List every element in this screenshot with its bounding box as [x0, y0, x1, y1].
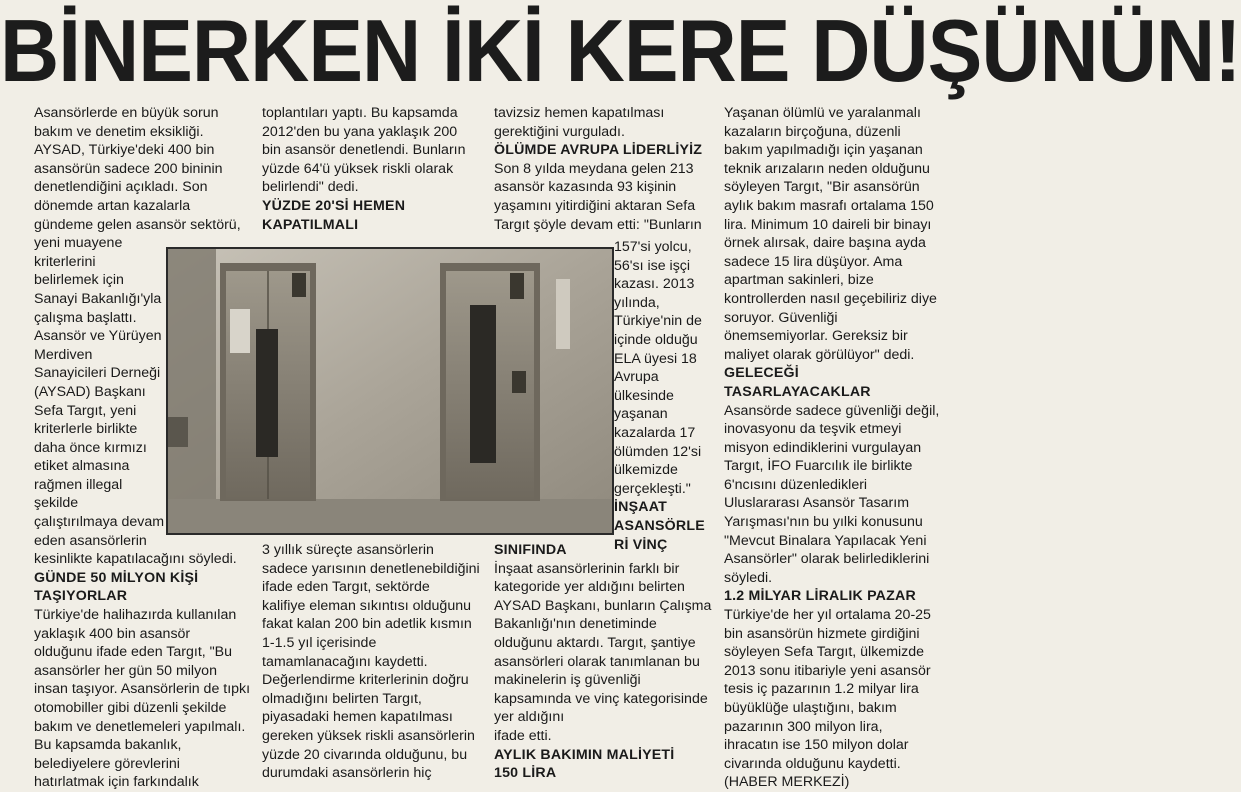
column-3-top — [494, 104, 702, 234]
body-line: ifade eden Targıt, sektörde — [262, 579, 430, 596]
body-line: Sanayi Bakanlığı'yla — [34, 290, 162, 307]
section-heading: GÜNDE 50 MİLYON KİŞİ — [34, 569, 199, 586]
elevator-doors-photo — [166, 247, 614, 535]
body-line: insan taşıyor. Asansörlerin de tıpkı — [34, 681, 251, 698]
body-line: gerçekleşti." — [614, 480, 691, 497]
body-line: çalıştırılmaya devam — [34, 514, 165, 531]
body-line: civarında olduğunu kaydetti. — [724, 755, 901, 772]
body-line: tavizsiz hemen kapatılması — [494, 105, 665, 121]
body-line: (AYSAD) Başkanı — [34, 383, 146, 400]
body-line: Asansörlerde en büyük sorun — [34, 105, 219, 121]
body-line: sadece yarısının denetlenebildiğini — [262, 560, 480, 577]
body-line: Sanayicileri Derneği — [34, 365, 161, 382]
body-line: 2013 sonu itibariyle yeni asansör — [724, 662, 931, 679]
body-line: kategoride yer aldığını belirten — [494, 579, 685, 596]
section-heading: TAŞIYORLAR — [34, 588, 128, 605]
section-heading: KAPATILMALI — [262, 216, 359, 233]
body-line: kazaların birçoğuna, düzenli — [724, 123, 901, 140]
body-line: Sefa Targıt, yeni — [34, 402, 137, 419]
body-line: yeni muayene — [34, 235, 123, 252]
body-line: yüzde 20 civarında olduğunu, bu — [262, 746, 468, 763]
body-line: 56'sı ise işçi — [614, 257, 691, 274]
body-line: pazarının 300 milyon lira, — [724, 718, 883, 735]
body-line: bakım ve denetlemeleri yapılmalı. — [34, 718, 246, 735]
body-line: AYSAD, Türkiye'deki 400 bin — [34, 142, 215, 159]
body-line: olduğunu ifade eden Targıt, "Bu — [34, 644, 233, 661]
body-line: Son 8 yılda meydana gelen 213 — [494, 160, 694, 177]
body-line: misyon edindiklerini vurgulayan — [724, 439, 922, 456]
body-line: (HABER MERKEZİ) — [724, 774, 850, 791]
section-heading: YÜZDE 20'Sİ HEMEN — [262, 197, 406, 214]
article-headline: BİNERKEN İKİ KERE DÜŞÜNÜN! — [0, 2, 1241, 101]
body-line: 2012'den bu yana yaklaşık 200 — [262, 123, 458, 140]
body-line: kalifiye eleman sıkıntısı olduğunu — [262, 597, 471, 614]
body-line: belediyelere görevlerini — [34, 755, 180, 772]
body-line: denetlendiğini açıkladı. Son — [34, 179, 208, 196]
body-line: dönemde artan kazalarla — [34, 197, 191, 214]
body-line: Yaşanan ölümlü ve yaralanmalı — [724, 105, 921, 121]
body-line: toplantıları yaptı. Bu kapsamda — [262, 105, 458, 121]
body-line: Asansörler" olarak belirlediklerini — [724, 551, 930, 568]
column-2-top — [262, 104, 466, 234]
body-line: asansörleri olarak tanımlanan bu — [494, 653, 700, 670]
body-line: Değerlendirme kriterlerinin doğru — [262, 672, 469, 689]
body-line: sadece 15 lira düşüyor. Ama — [724, 253, 903, 270]
body-line: asansörler her gün 50 milyon — [34, 662, 217, 679]
section-heading: ASANSÖRLE — [614, 517, 705, 534]
section-heading: TASARLAYACAKLAR — [724, 383, 871, 400]
body-line: Uluslararası Asansör Tasarım — [724, 495, 910, 512]
body-line: etiket almasına — [34, 458, 130, 475]
body-line: daha önce kırmızı — [34, 439, 147, 456]
body-line: ELA üyesi 18 — [614, 350, 697, 367]
section-heading: İNŞAAT — [614, 499, 667, 516]
body-line: gereken yüksek riskli asansörlerin — [262, 727, 475, 744]
body-line: ülkemizde — [614, 462, 678, 479]
body-line: İnşaat asansörlerinin farklı bir — [494, 560, 680, 577]
body-line: ülkesinde — [614, 387, 674, 404]
body-line: yüzde 64'ü yüksek riskli olarak — [262, 160, 454, 177]
body-line: maliyet olarak görülüyor" dedi. — [724, 346, 915, 363]
body-line: şekilde — [34, 495, 79, 512]
body-line: Merdiven — [34, 346, 93, 363]
section-heading: GELECEĞİ — [724, 365, 799, 382]
body-line: Asansörde sadece güvenliği değil, — [724, 402, 940, 419]
section-heading: ÖLÜMDE AVRUPA LİDERLİYİZ — [494, 142, 703, 159]
body-line: asansör kazasında 93 kişinin — [494, 179, 677, 196]
body-line: 1-1.5 yıl içerisinde — [262, 634, 377, 651]
body-line: kriterlerini — [34, 253, 96, 270]
body-line: teknik arızaların neden olduğunu — [724, 160, 930, 177]
body-line: inovasyonu da teşvik etmeyi — [724, 421, 902, 438]
body-line: Targıt, İFO Fuarcılık ile birlikte — [724, 458, 913, 475]
body-line: 157'si yolcu, — [614, 239, 692, 255]
body-line: piyasadaki hemen kapatılması — [262, 709, 453, 726]
body-line: kesinlikte kapatılacağını söyledi. — [34, 551, 237, 568]
body-line: durumdaki asansörlerin hiç — [262, 765, 432, 782]
body-line: ölümden 12'si — [614, 443, 702, 460]
body-line: önemsemiyorlar. Gereksiz bir — [724, 328, 908, 345]
section-heading: SINIFINDA — [494, 542, 567, 558]
body-line: 6'ncısını düzenledikleri — [724, 476, 868, 493]
body-line: fakat kalan 200 bin adetlik kısmın — [262, 616, 472, 633]
body-line: örnek alırsak, daire başına ayda — [724, 235, 926, 252]
body-line: belirlemek için — [34, 272, 124, 289]
body-line: kazası. 2013 — [614, 276, 695, 293]
body-line: ihracatın ise 150 milyon dolar — [724, 737, 909, 754]
body-line: eden asansörlerin — [34, 532, 147, 549]
body-line: Bakanlığı'nın denetiminde — [494, 616, 657, 633]
body-line: rağmen illegal — [34, 476, 123, 493]
body-line: belirlendi" dedi. — [262, 179, 359, 196]
body-line: yaşamını yitirdiğini aktaran Sefa — [494, 197, 696, 214]
section-heading: Rİ VİNÇ — [614, 536, 668, 553]
body-line: kazalarda 17 — [614, 424, 696, 441]
body-line: bakım ve denetim eksikliği. — [34, 123, 204, 140]
body-line: büyüklüğe ulaştığını, bakım — [724, 700, 897, 716]
body-line: 3 yıllık süreçte asansörlerin — [262, 542, 434, 558]
body-line: lira. Minimum 10 daireli bir binayı — [724, 216, 932, 233]
body-line: otomobiller gibi düzenli şekilde — [34, 700, 227, 716]
body-line: söyleyen Sefa Targıt, ülkemizde — [724, 644, 925, 661]
body-line: yaşanan — [614, 406, 668, 423]
body-line: bakım yapılmadığı için yaşanan — [724, 142, 923, 159]
section-heading: AYLIK BAKIMIN MALİYETİ — [494, 746, 675, 763]
photo-illustration — [168, 249, 612, 533]
body-line: Asansör ve Yürüyen — [34, 328, 162, 345]
column-4 — [724, 104, 939, 792]
column-3-wrap-right — [614, 238, 705, 554]
body-line: Bu kapsamda bakanlık, — [34, 737, 182, 754]
body-line: makinelerin iş güvenliği — [494, 672, 641, 689]
section-heading: 150 LİRA — [494, 765, 557, 782]
body-line: bin asansörün hizmete girdiğini — [724, 625, 920, 642]
body-line: tesis iç pazarının 1.2 milyar lira — [724, 681, 919, 698]
body-line: aylık bakım masrafı ortalama 150 — [724, 197, 934, 214]
body-line: söyleyen Targıt, "Bir asansörün — [724, 179, 920, 196]
body-line: AYSAD Başkanı, bunların Çalışma — [494, 597, 712, 614]
body-line: çalışma başlattı. — [34, 309, 137, 326]
body-line: Türkiye'nin de — [614, 313, 702, 330]
body-line: tamamlanacağını kaydetti. — [262, 653, 428, 670]
body-line: olmadığını belirten Targıt, — [262, 690, 422, 707]
body-line: içinde olduğu — [614, 331, 698, 348]
body-line: Türkiye'de halihazırda kullanılan — [34, 607, 237, 624]
body-line: kontrollerden nasıl geçebiliriz diye — [724, 290, 937, 307]
body-line: gündeme gelen asansör sektörü, — [34, 216, 241, 233]
body-line: Targıt şöyle devam etti: "Bunların — [494, 216, 702, 233]
column-3-bottom — [494, 541, 711, 783]
body-line: kapsamında ve vinç kategorisinde — [494, 690, 708, 707]
column-2-bottom — [262, 541, 480, 783]
body-line: kriterlerle birlikte — [34, 421, 138, 438]
body-line: Avrupa — [614, 369, 659, 386]
body-line: olduğunu aktardı. Targıt, şantiye — [494, 634, 696, 651]
body-line: bin asansör denetlendi. Bunların — [262, 142, 466, 159]
body-line: "Mevcut Binalara Yapılacak Yeni — [724, 532, 927, 549]
body-line: Yarışması'nın bu yılki konusunu — [724, 514, 923, 531]
body-line: asansörün sadece 200 bininin — [34, 160, 223, 177]
body-line: yılında, — [614, 294, 660, 311]
body-line: yer aldığını — [494, 709, 565, 726]
body-line: hatırlatmak için farkındalık — [34, 774, 199, 791]
body-line: ifade etti. — [494, 727, 552, 744]
body-line: apartman sakinleri, bize — [724, 272, 874, 289]
body-line: soruyor. Güvenliği — [724, 309, 838, 326]
body-line: Türkiye'de her yıl ortalama 20-25 — [724, 607, 931, 624]
body-line: yaklaşık 400 bin asansör — [34, 625, 191, 642]
body-line: söyledi. — [724, 569, 773, 586]
section-heading: 1.2 MİLYAR LİRALIK PAZAR — [724, 588, 916, 605]
body-line: gerektiğini vurguladı. — [494, 123, 625, 140]
